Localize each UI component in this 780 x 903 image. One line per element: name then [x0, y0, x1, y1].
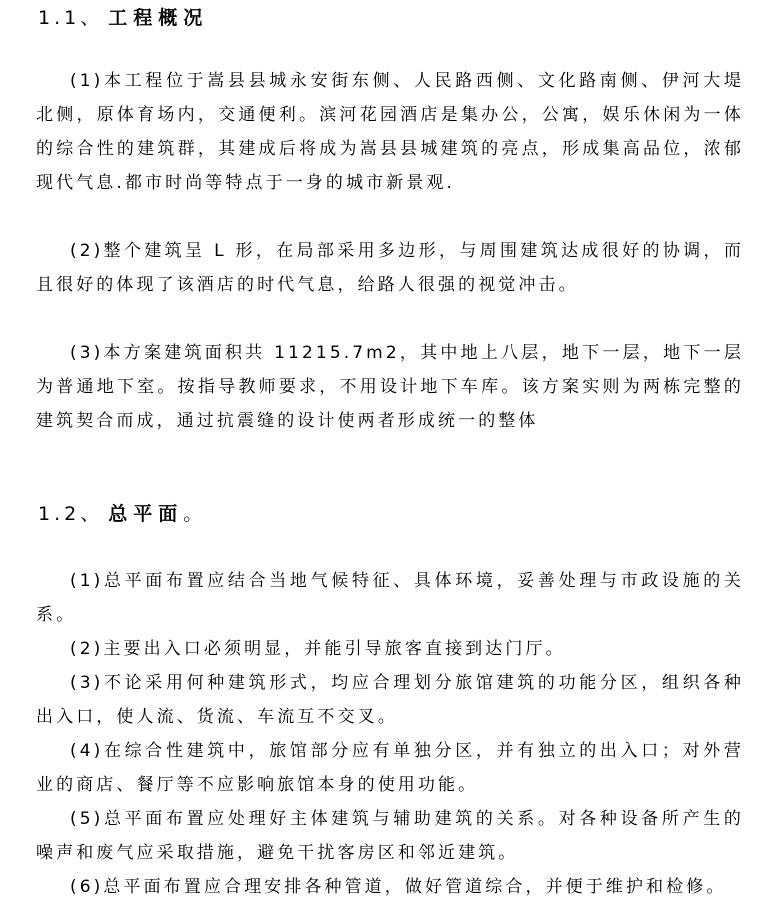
paragraph-project-location: (1)本工程位于嵩县县城永安街东侧、人民路西侧、文化路南侧、伊河大堤北侧，原体育场内，交通便利。滨河花园酒店是集办公，公寓，娱乐休闲为一体的综合性的建筑群，其建成后将成为嵩县县城建筑的亮点，形成集高品位，浓郁现代气息.都市时尚等特点于一身的城市新景观.	[36, 71, 744, 193]
section-title-suffix: 。	[183, 503, 206, 525]
section-title: 工程概况	[108, 7, 209, 29]
section-number: 1.1	[38, 7, 81, 29]
paragraph-building-area: (3)本方案建筑面积共 11215.7m2，其中地上八层，地下一层，地下一层为普通地下室。按指导教师要求，不用设计地下车库。该方案实则为两栋完整的建筑契合而成，通过抗震缝的设计使两者形成统一的整体	[36, 343, 744, 431]
paragraph-site-plan-1: (1)总平面布置应结合当地气候特征、具体环境，妥善处理与市政设施的关系。	[36, 571, 744, 625]
section-separator: 、	[80, 503, 100, 525]
paragraph-site-plan-3: (3)不论采用何种建筑形式，均应合理划分旅馆建筑的功能分区，组织各种出入口，使人流、货流、车流互不交叉。	[36, 673, 744, 727]
section-number: 1.2	[38, 503, 81, 525]
paragraph-site-plan-4: (4)在综合性建筑中，旅馆部分应有单独分区，并有独立的出入口；对外营业的商店、餐厅等不应影响旅馆本身的使用功能。	[36, 741, 744, 795]
paragraph-site-plan-6: (6)总平面布置应合理安排各种管道，做好管道综合，并便于维护和检修。	[70, 877, 727, 897]
paragraph-site-plan-2: (2)主要出入口必须明显，并能引导旅客直接到达门厅。	[70, 639, 566, 659]
section-heading-1-1	[38, 6, 208, 30]
paragraph-site-plan-5: (5)总平面布置应处理好主体建筑与辅助建筑的关系。对各种设备所产生的噪声和废气应采取措施，避免干扰客房区和邻近建筑。	[36, 809, 744, 863]
section-separator: 、	[80, 7, 100, 29]
section-heading-1-2	[38, 502, 205, 526]
paragraph-building-shape: (2)整个建筑呈 L 形，在局部采用多边形，与周围建筑达成很好的协调，而且很好的体现了该酒店的时代气息，给路人很强的视觉冲击。	[36, 241, 744, 295]
section-title: 总平面	[108, 503, 184, 525]
